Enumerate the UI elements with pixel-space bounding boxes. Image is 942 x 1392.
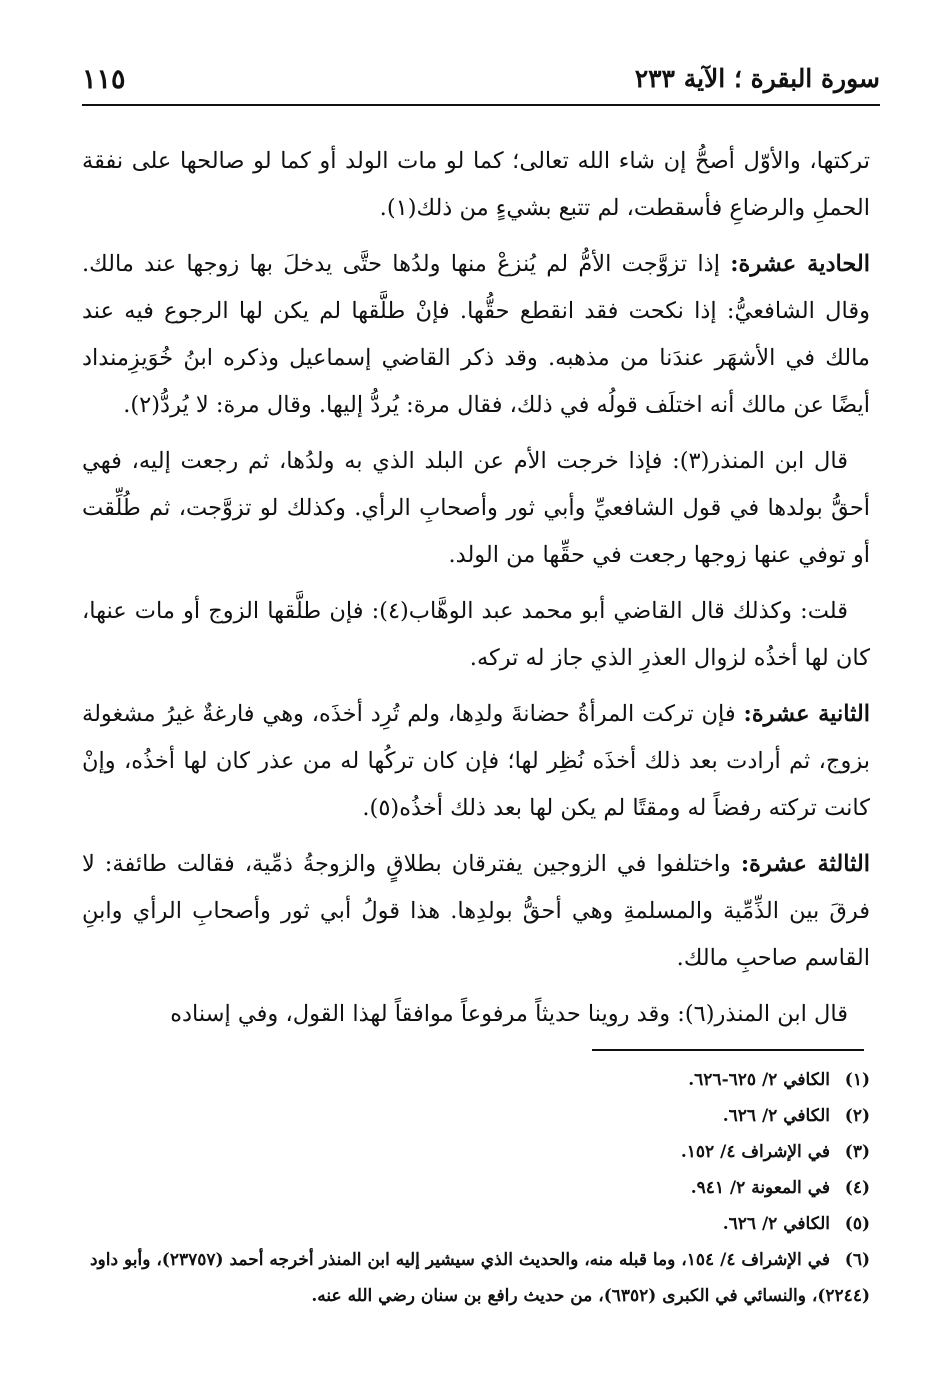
paragraph-text: واختلفوا في الزوجين يفترقان بطلاقٍ والزوجةُ ذمِّية، فقالت طائفة: لا فرقَ بين الذِّمِّية والمسلمةِ وهي أحقُّ بولدِها. هذا قولُ أبي ثور وأصحابِ الرأي وابنِ القاسم صاحبِ مالك. (82, 851, 870, 971)
footnote-number: (٦) (844, 1250, 870, 1270)
footnote-text: في الإشراف ٤/ ١٥٢. (680, 1142, 830, 1162)
main-text (82, 138, 870, 1038)
footnote-divider (592, 1049, 864, 1051)
paragraph-1 (82, 138, 870, 232)
footnote-number: (٤) (844, 1178, 870, 1198)
surah-title: سورة البقرة ؛ الآية ٢٣٣ (634, 64, 880, 93)
footnote-item (82, 1098, 870, 1134)
page-number: ١١٥ (82, 64, 126, 95)
footnote-item (82, 1134, 870, 1170)
footnote-item (82, 1062, 870, 1098)
footnote-text: الكافي ٢/ ٦٢٦. (722, 1106, 830, 1126)
paragraph-thirteenth (82, 841, 870, 982)
footnote-number: (٢) (844, 1106, 870, 1126)
paragraph-text: قلت: وكذلك قال القاضي أبو محمد عبد الوهَّاب(٤): فإن طلَّقها الزوج أو مات عنها، كان لها أخذُه لزوال العذرِ الذي جاز له تركه. (82, 598, 870, 671)
paragraph-ibn-almundhir-2 (82, 991, 870, 1038)
paragraph-heading: الثالثة عشرة: (740, 851, 870, 877)
footnote-item (82, 1242, 870, 1314)
footnote-text: في المعونة ٢/ ٩٤١. (690, 1178, 830, 1198)
footnotes (82, 1062, 870, 1314)
paragraph-text: قال ابن المنذر(٣): فإذا خرجت الأم عن البلد الذي به ولدُها، ثم رجعت إليه، فهي أحقُّ بولدها في قول الشافعيِّ وأبي ثور وأصحابِ الرأي. وكذلك لو تزوَّجت، ثم طُلِّقت أو توفي عنها زوجها رجعت في حقِّها من الولد. (82, 448, 870, 568)
paragraph-text: قال ابن المنذر(٦): وقد روينا حديثاً مرفوعاً موافقاً لهذا القول، وفي إسناده (170, 1001, 848, 1027)
paragraph-twelfth (82, 691, 870, 832)
paragraph-heading: الحادية عشرة: (730, 251, 870, 277)
paragraph-text: فإن تركت المرأةُ حضانةَ ولدِها، ولم تُرِد أخذَه، وهي فارغةٌ غيرُ مشغولة بزوج، ثم أرادت بعد ذلك أخذَه نُظِر لها؛ فإن كان تركُها له من عذر كان لها أخذُه، وإنْ كانت تركته رفضاً له ومقتًا لم يكن لها بعد ذلك أخذُه(٥). (82, 701, 870, 821)
footnote-number: (٥) (844, 1214, 870, 1234)
footnote-text: الكافي ٢/ ٦٢٦. (722, 1214, 830, 1234)
footnote-number: (٣) (844, 1142, 870, 1162)
footnote-item (82, 1170, 870, 1206)
paragraph-text: إذا تزوَّجت الأمُّ لم يُنزعْ منها ولدُها حتَّى يدخلَ بها زوجها عند مالك. وقال الشافعيُّ: إذا نكحت فقد انقطع حقُّها. فإنْ طلَّقها لم يكن لها الرجوع فيه عند مالك في الأشهَر عندَنا من مذهبه. وقد ذكر القاضي إسماعيل وذكره ابنُ خُوَيزِمنداد أيضًا عن مالك أنه اختلَف قولُه في ذلك، فقال مرة: يُردُّ إليها. وقال مرة: لا يُردُّ(٢). (82, 251, 870, 418)
paragraph-ibn-almundhir-1 (82, 438, 870, 579)
paragraph-eleventh (82, 241, 870, 429)
header-divider (82, 104, 880, 106)
paragraph-qultu (82, 588, 870, 682)
paragraph-heading: الثانية عشرة: (743, 701, 870, 727)
footnote-text: الكافي ٢/ ٦٢٥-٦٢٦. (688, 1070, 830, 1090)
paragraph-text: تركتها، والأوّل أصحُّ إن شاء الله تعالى؛ كما لو مات الولد أو كما لو صالحها على نفقة الحملِ والرضاعِ فأسقطت، لم تتبع بشيءٍ من ذلك(١). (82, 148, 870, 221)
running-header (82, 58, 880, 98)
footnote-text: في الإشراف ٤/ ١٥٤، وما قبله منه، والحديث الذي سيشير إليه ابن المنذر أخرجه أحمد (٢٣٧٥٧)، وأبو داود (٢٢٤٤)، والنسائي في الكبرى (٦٣٥٢)، من حديث رافع بن سنان رضي الله عنه. (89, 1250, 870, 1306)
footnote-item (82, 1206, 870, 1242)
footnote-number: (١) (844, 1070, 870, 1090)
